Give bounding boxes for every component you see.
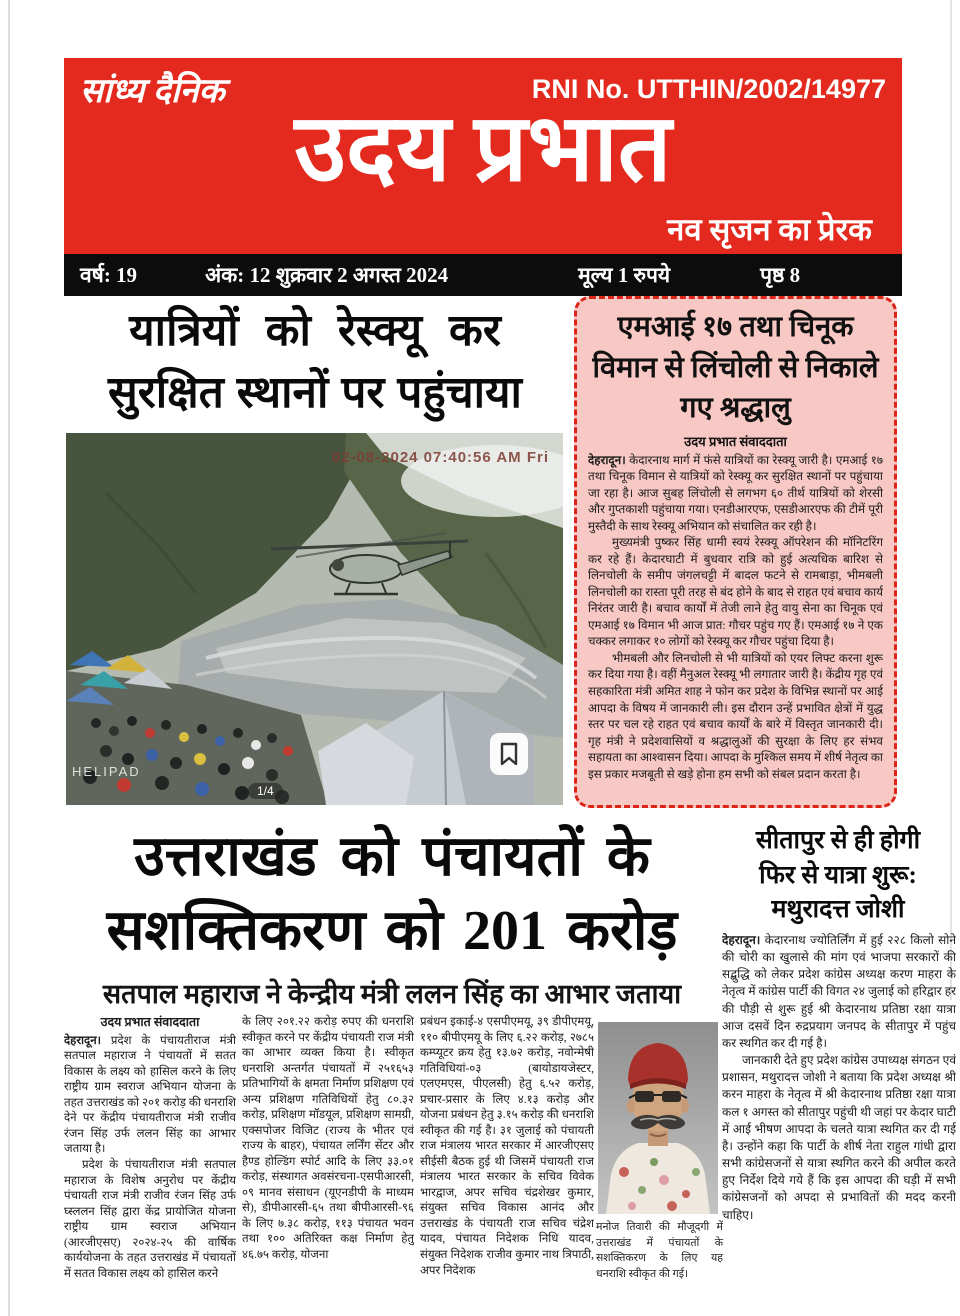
panchayat-column-2: [242, 1014, 414, 1314]
story-paragraph: देहरादून। केदारनाथ ज्योतिर्लिंग में हुई २२८ किलो सोने की चोरी का खुलासे की मांग एवं भाजपा सरकारों की सद्बुद्धि को लेकर प्रदेश कांग्रेस अध्यक्ष करण माहरा के नेतृत्व में कांग्रेस पार्टी की विगत २४ जुलाई को हरिद्वार हर की पौड़ी से शुरू हुई श्री केदारनाथ प्रतिष्ठा रक्षा यात्रा आज दसवें दिन रुद्रप्रयाग जनपद के सीतापुर में पहुंच कर स्थगित कर दी गई है।: [722, 933, 956, 1050]
panchayat-byline: उदय प्रभात संवाददाता: [100, 1015, 200, 1029]
mi17-byline: उदय प्रभात संवाददाता: [684, 433, 787, 449]
portrait-caption: मनोज तिवारी की मौजूदगी में उत्तराखंड में पंचायतों के सशक्तिकरण के लिए यह धनराशि स्वीकृत की गई।: [596, 1221, 723, 1280]
issue-year: वर्ष: 19: [80, 263, 138, 287]
bookmark-icon: [500, 742, 518, 766]
rescue-headline: [64, 300, 566, 425]
helipad-label: HELIPAD: [72, 764, 141, 779]
portrait-illustration: [598, 1022, 718, 1214]
mi17-story-box: [574, 296, 897, 808]
bookmark-button[interactable]: [490, 733, 528, 775]
minister-portrait-photo: [598, 1022, 718, 1214]
rescue-headline-line2: सुरक्षित स्थानों पर पहुंचाया: [108, 368, 522, 418]
issue-info-bar: [64, 254, 902, 296]
yatra-headline-line1: सीतापुर से ही होगी: [755, 827, 921, 854]
mi17-body: [588, 452, 883, 790]
yatra-headline: [720, 824, 956, 928]
story-paragraph: देहरादून। प्रदेश के पंचायतीराज मंत्री सतपाल महाराज ने पंचायतों में सतत विकास के लक्ष्य को हासिल करने के लिए राष्ट्रीय ग्राम स्वराज अभियान योजना के तहत उत्तराखंड को २०१ करोड़ की धनराशि देने पर केंद्रीय पंचायतीराज मंत्री राजीव रंजन सिंह उर्फ ललन सिंह का आभार जताया है।: [64, 1033, 236, 1156]
yatra-body: [722, 932, 956, 1294]
panchayat-subheadline: सतपाल महाराज ने केन्द्रीय मंत्री ललन सिंह का आभार जताया: [102, 979, 682, 1009]
issue-price: मूल्य 1 रुपये: [578, 263, 671, 287]
photo-page-indicator: 1/4: [248, 783, 283, 799]
rescue-headline-line1: यात्रियों को रेस्क्यू कर: [129, 306, 501, 355]
yatra-headline-line3: मथुरादत्त जोशी: [771, 896, 905, 923]
dateline: देहरादून।: [588, 452, 626, 467]
issue-number-date: अंक: 12 शुक्रवार 2 अगस्त 2024: [205, 263, 449, 287]
issue-pages: पृष्ठ 8: [760, 263, 801, 287]
yatra-headline-line2: फिर से यात्रा शुरू:: [759, 861, 917, 889]
panchayat-column-1: [64, 1014, 236, 1314]
rescue-photo-scene: [66, 433, 563, 805]
panchayat-column-3: [420, 1014, 594, 1314]
dateline: देहरादून।: [722, 933, 761, 947]
photo-timestamp: 02-08-2024 07:40:56 AM Fri: [331, 449, 549, 466]
story-paragraph: प्रदेश के पंचायतीराज मंत्री सतपाल महाराज के विशेष अनुरोध पर केंद्रीय पंचायती राज मंत्री राजीव रंजन सिंह उर्फ घ्स्ललन सिंह द्वारा केंद्र प्रायोजित योजना राष्ट्रीय ग्राम स्वराज अभियान (आरजीएसए) २०२४-२५ की वार्षिक कार्ययोजना के तहत उत्तराखंड में पंचायतों में सतत विकास लक्ष्य को हासिल करने: [64, 1158, 236, 1280]
scan-edge-left: [8, 0, 10, 1316]
panchayat-headline-line2: सशक्तिकरण को 201 करोड़: [106, 900, 678, 963]
story-paragraph: प्रबंधन इकाई-४ एसपीएमयू, ३९ डीपीएमयू, ११० बीपीएमयू के लिए ६.२२ करोड़, २७८५ कम्प्यूटर क्रय हेतु १३.७२ करोड़, नवोन्मेषी गतिविधियां-०३ (बायोडायजेस्टर, एलएमएस, पीएलसी) हेतु ६.५२ करोड़, प्रचार-प्रसार के लिए ४.१३ करोड़ और योजना प्रबंधन हेतु ३.१५ करोड़ की धनराशि स्वीकृत की गई है। ३१ जुलाई को पंचायती राज मंत्रालय भारत सरकार में आरजीएसए सीईसी बैठक हुई थी जिसमें पंचायती राज मंत्रालय भारत सरकार के सचिव विवेक भारद्वाज, अपर सचिव चंद्रशेखर कुमार, संयुक्त सचिव विकास आनंद और उत्तराखंड के पंचायती राज सचिव चंद्रेश यादव, पंचायत निदेशक निधि यादव, संयुक्त निदेशक राजीव कुमार नाथ त्रिपाठी, अपर निदेशक: [420, 1015, 594, 1277]
panchayat-headline-line1: उत्तराखंड को पंचायतों के: [134, 826, 650, 888]
rni-number: RNI No. UTTHIN/2002/14977: [531, 74, 886, 104]
edition-label: सांध्य दैनिक: [80, 73, 225, 110]
story-paragraph: मुख्यमंत्री पुष्कर सिंह धामी स्वयं रेस्क्यू ऑपरेशन की मॉनिटरिंग कर रहे हैं। केदारघाटी में बुधवार रात्रि को हुई अत्यधिक बारिश से लिनचोली के समीप जंगलचट्टी में बादल फटने से रामबाड़ा, भीमबली लिनचोली का रास्ता पूरी तरह से बंद होने के बाद से राहत एवं बचाव कार्य निरंतर जारी है। बचाव कार्यों में तेजी लाने हेतु वायु सेना का चिनूक एवं एमआई १७ विमान भी आज प्रात: गौचर पहुंच गए हैं। एमआई १७ ने एक चक्कर लगाकर १० लोगों को रेस्क्यू कर गौचर पहुंचा दिया है।: [588, 535, 883, 649]
story-paragraph: के लिए २०१.२२ करोड़ रुपए की धनराशि स्वीकृत करने पर केंद्रीय पंचायती राज मंत्री का आभार व्यक्त किया है। स्वीकृत धनराशि अन्तर्गत पंचायतों में २५१६५३ प्रतिभागियों के क्षमता निर्माण प्रशिक्षण एवं अन्य प्रशिक्षण गतिविधियों हेतु ८०.३२ करोड़, प्रशिक्षण मॉडयूल, प्रशिक्षण सामग्री, एक्सपोजर विजिट (राज्य के भीतर एवं राज्य के बाहर), पंचायत लर्निंग सेंटर और हैण्ड होल्डिंग स्पोर्ट आदि के लिए ३३.०१ करोड़, संस्थागत अवसंरचना-एसपीआरसी, ०९ मानव संसाधन (यूएनडीपी के माध्यम से), डीपीआरसी-६५ तथा बीपीआरसी-९६ के लिए ७.३८ करोड़, ११३ पंचायत भवन तथा १०० अतिरिक्त कक्ष निर्माण हेतु ४६.७५ करोड़, योजना: [242, 1015, 414, 1261]
story-paragraph: देहरादून। केदारनाथ मार्ग में फंसे यात्रियों का रेस्क्यू जारी है। एमआई १७ तथा चिनूक विमान से यात्रियों को रेस्क्यू कर सुरक्षित स्थानों पर पहुंचाया जा रहा है। आज सुबह लिंचोली से लगभग ६० तीर्थ यात्रियों को शेरसी और गुप्तकाशी पहुंचाया गया। एनडीआरएफ, एसडीआरएफ की टीमें पूरी मुस्तैदी के साथ रेस्क्यू अभियान को संचालित कर रही है।: [588, 452, 883, 533]
mi17-headline: एमआई १७ तथा चिनूक विमान से लिंचोली से निकाले गए श्रद्धालु: [592, 311, 879, 425]
story-paragraph: जानकारी देते हुए प्रदेश कांग्रेस उपाध्यक्ष संगठन एवं प्रशासन, मथुरादत्त जोशी ने बताया कि प्रदेश अध्यक्ष श्री करन माहरा के नेतृत्व में श्री केदारनाथ प्रतिष्ठा रक्षा यात्रा कल १ अगस्त को सीतापुर पहुंची थी जहां पर केदार घाटी में आई भीषण आपदा के चलते यात्रा स्थगित कर दी गई है। उन्होंने कहा कि पार्टी के शीर्ष नेता राहुल गांधी द्वारा सभी कांग्रेसजनों से यात्रा स्थगित करने की अपील करते हुए निर्देश दिये गये हैं कि इस आपदा की घड़ी में सभी कांग्रेसजनों को अपदा से प्रभावितों की मदद करनी चाहिए।: [722, 1053, 956, 1222]
masthead: [64, 58, 902, 254]
rescue-photo: [66, 433, 563, 805]
dateline: देहरादून।: [64, 1033, 102, 1047]
story-paragraph: भीमबली और लिनचोली से भी यात्रियों को एयर लिफ्ट करना शुरू कर दिया गया है। वहीं मैनुअल रेस्क्यू भी लगातार जारी है। केंद्रीय गृह एवं सहकारिता मंत्री अमित शाह ने फोन कर प्रदेश के विभिन्न स्थानों पर आई आपदा के विषय में जानकारी ली। इस दौरान उन्हें प्रभावित क्षेत्रों में युद्ध स्तर पर चल रहे राहत एवं बचाव कार्यों के बारे में विस्तृत जानकारी दी। गृह मंत्री ने प्रदेशवासियों व श्रद्धालुओं की सुरक्षा के लिए हर संभव सहायता का आश्वासन दिया। आपदा के मुश्किल समय में शीर्ष नेतृत्व का इस प्रकार मजबूती से खड़े होना हम सभी को संबल प्रदान करता है।: [588, 650, 883, 781]
panchayat-headline: [60, 820, 724, 969]
paper-title: उदय प्रभात: [294, 97, 672, 201]
paper-tagline: नव सृजन का प्रेरक: [667, 212, 872, 247]
